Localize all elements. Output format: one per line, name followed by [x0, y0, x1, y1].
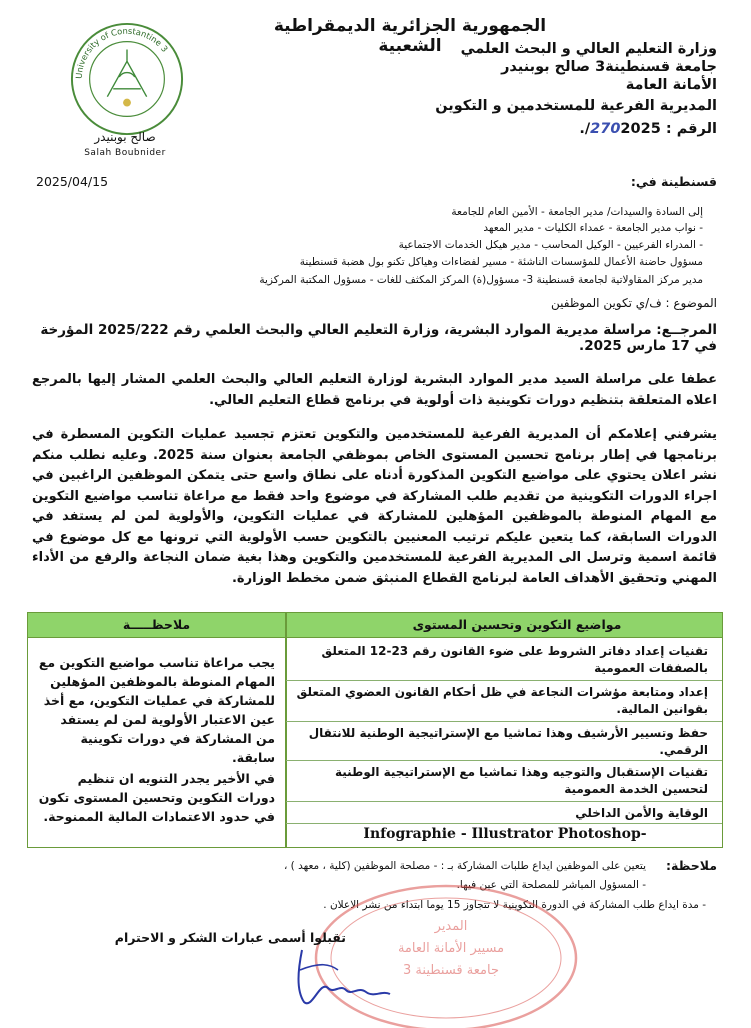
table-note: في الأخير يجدر التنويه ان تنظيم دورات التكوين وتحسين المستوى تكون في حدود الاعتمادات المالية الممنوحة.	[38, 771, 275, 824]
remark-item: يتعين على الموظفين ايداع طلبات المشاركة بـ : - مصلحة الموظفين (كلية ، معهد ) ،	[283, 860, 646, 872]
row-divider	[286, 760, 722, 761]
logo-caption-arabic: صالح بوبنيدر	[94, 130, 156, 144]
ref-label: الرقم :	[665, 121, 717, 137]
addressee-line: - نواب مدير الجامعة - عمداء الكليات - مدير المعهد	[483, 222, 703, 234]
row-divider	[286, 823, 722, 824]
letter-reference: المرجــع: مراسلة مديرية الموارد البشرية، وزارة التعليم العالي والبحث العلمي رقم 2025/222 المؤرخة في 17 مارس 2025.	[40, 322, 717, 354]
header-topics: مواضيع التكوين وتحسين المستوى	[412, 617, 622, 632]
topic-item: تقنيات إعداد دفاتر الشروط على ضوء القانون رقم 23-12 المتعلق بالصفقات العمومية	[321, 644, 708, 675]
table-header-row	[28, 613, 722, 638]
logo-caption-english: Salah Boubnider	[84, 148, 166, 158]
addressee-line: إلى السادة والسيدات/ مدير الجامعة - الأمين العام للجامعة	[451, 206, 703, 218]
closing-line: تقبلوا أسمى عبارات الشكر و الاحترام	[114, 930, 346, 945]
logo-emblem	[107, 50, 146, 107]
topic-item: إعداد ومتابعة مؤشرات النجاعة في ظل أحكام القانون العضوي المتعلق بقوانين المالية.	[296, 685, 708, 716]
stamp-line: جامعة قسنطينة 3	[403, 963, 499, 978]
addressee-line: - المدراء الفرعيين - الوكيل المحاسب - مدير هيكل الخدمات الاجتماعية	[398, 239, 703, 251]
body-paragraph: عطفا على مراسلة السيد مدير الموارد البشرية لوزارة التعليم العالي والبحث العلمي المشار إليها بالمرجع اعلاه المتعلقة بتنظيم دورات تكوينية ذات أولوية في برنامج قطاع التعليم العالي.	[32, 372, 717, 408]
topic-item: حفظ وتسيير الأرشيف وهذا تماشيا مع الإستراتيجية الوطنية للانتقال الرقمي.	[308, 726, 708, 757]
remark-item: - المسؤول المباشر للمصلحة التي عين فيها.	[456, 879, 646, 891]
signature	[290, 940, 400, 1010]
place-label: قسنطينة في:	[630, 174, 717, 189]
logo-ring-text: University of Constantine 3	[73, 25, 171, 80]
topic-item: تقنيات الإستقبال والتوجيه وهذا تماشيا مع الإستراتيجية الوطنية لتحسين الخدمة العمومية	[334, 765, 708, 796]
remark-label: ملاحظة:	[666, 858, 717, 873]
directorate-name: المديرية الفرعية للمستخدمين و التكوين	[435, 98, 717, 114]
reference-number-line	[297, 120, 717, 138]
addressee-line: مدير مركز المقاولاتية لجامعة قسنطينة 3- مسؤول(ة) المركز المكثف للغات - مسؤول المكتبة المركزية	[259, 274, 703, 286]
ministry-name: وزارة التعليم العالي و البحث العلمي	[460, 41, 717, 57]
secretariat-name: الأمانة العامة	[625, 77, 717, 93]
header-notes: ملاحظـــــة	[122, 617, 191, 632]
table-note: يجب مراعاة تناسب مواضيع التكوين مع المهام المنوطة بالموظفين المؤهلين للمشاركة في عمليات التكوين، مع أخذ عين الاعتبار الأولوية لمن لم يستفد من المشاركة في دورات تكوينية سابقة.	[38, 655, 275, 765]
ref-number: 270	[590, 121, 621, 137]
stamp-line: مسيير الأمانة العامة	[397, 941, 505, 956]
republic-title: الجمهورية الجزائرية الديمقراطية الشعبية	[273, 16, 547, 56]
addressee-line: مسؤول حاضنة الأعمال للمؤسسات الناشئة - مسير لفضاءات وهياكل تكنو بول هضبة قسنطينة	[299, 256, 703, 268]
body-paragraph: يشرفني إعلامكم أن المديرية الفرعية للمستخدمين والتكوين تعتزم تجسيد عمليات التكوين المسطرة في برنامجها في إطار برنامج تحسين المستوى الخاص بموظفي الجامعة بعنوان سنة 2025. وعليه نطلب منكم نشر اعلان يحتوي على مواضيع التكوين المذكورة أدناه على نطاق واسع حتى يتمكن الموظفين الراغبين في اجراء الدورات التكوينية من تقديم طلب المشاركة في موضوع واحد فقط مع مراعاة تناسب مواضيع التكوين مع المهام المنوطة بالموظفين المؤهلين للمشاركة في عمليات التكوين، والأولوية لمن لم يستفد في الدورات السابقة، كما يتعين عليكم ترتيب المعنيين بالتكوين حسب الأولوية التي ترونها مع كل موضوع في قائمة اسمية وترسل الى المديرية الفرعية للمستخدمين والتكوين وهذا بغية ضمان النجاعة والرفع من الأداء المهني وتحقيق الأهداف العامة لبرنامج القطاع المنبثق ضمن مخطط الوزارة.	[32, 427, 717, 586]
topic-item: Infographie - Illustrator Photoshop-	[363, 826, 647, 842]
stamp-line: المدير	[434, 919, 468, 934]
remark-item: - مدة ايداع طلب المشاركة في الدورة التكوينية لا تتجاوز 15 يوما ابتداء من نشر الاعلان .	[323, 899, 706, 911]
row-divider	[286, 721, 722, 722]
row-divider	[286, 680, 722, 681]
letter-date: 2025/04/15	[36, 174, 109, 189]
university-logo	[68, 20, 186, 138]
row-divider	[286, 801, 722, 802]
university-name: جامعة قسنطينة3 صالح بوبنيدر	[501, 59, 717, 75]
letter-subject: الموضوع : ف/ي تكوين الموظفين	[551, 296, 717, 310]
topic-item: الوقاية والأمن الداخلي	[575, 806, 708, 820]
ref-year: 2025/.	[579, 121, 661, 137]
column-divider	[285, 613, 287, 847]
training-topics-table	[27, 612, 723, 848]
